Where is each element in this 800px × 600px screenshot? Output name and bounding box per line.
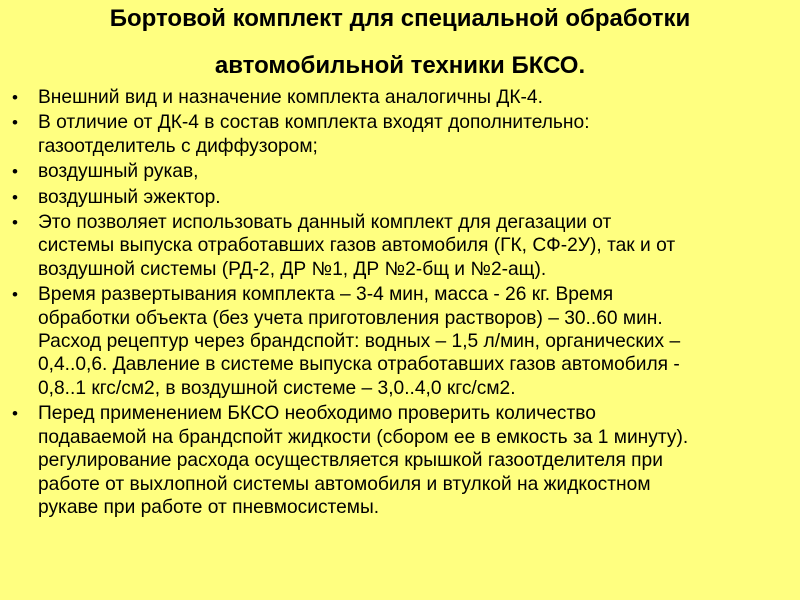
bullet-text-line: Это позволяет использовать данный комплект для дегазации от bbox=[38, 212, 612, 234]
bullet-item bbox=[12, 111, 797, 158]
bullet-item bbox=[12, 402, 797, 519]
bullet-dot-icon: • bbox=[12, 285, 18, 305]
bullet-text-line: подаваемой на брандспойт жидкости (сбором ее в емкость за 1 минуту). bbox=[38, 426, 689, 448]
bullet-list bbox=[12, 86, 797, 521]
bullet-text-line: Расход рецептур через брандспойт: водных – 1,5 л/мин, органических – bbox=[38, 331, 681, 353]
bullet-text-line: системы выпуска отработавших газов автомобиля (ГК, СФ-2У), так и от bbox=[38, 235, 676, 257]
bullet-item bbox=[12, 160, 797, 183]
title-line-2: автомобильной техники БКСО. bbox=[214, 52, 586, 79]
bullet-text-line: обработки объекта (без учета приготовления растворов) – 30..60 мин. bbox=[38, 307, 663, 329]
bullet-dot-icon: • bbox=[12, 404, 18, 424]
bullet-item bbox=[12, 186, 797, 209]
bullet-item bbox=[12, 283, 797, 400]
bullet-item bbox=[12, 211, 797, 281]
bullet-dot-icon: • bbox=[12, 113, 18, 133]
bullet-text-line: воздушный рукав, bbox=[38, 161, 199, 183]
bullet-text-line: рукаве при работе от пневмосистемы. bbox=[38, 496, 380, 518]
bullet-text-line: Внешний вид и назначение комплекта аналогичны ДК-4. bbox=[38, 87, 543, 108]
bullet-text-line: Время развертывания комплекта – 3-4 мин, масса - 26 кг. Время bbox=[38, 284, 614, 306]
bullet-text-line: регулирование расхода осуществляется крышкой газоотделителя при bbox=[38, 450, 663, 472]
bullet-dot-icon: • bbox=[12, 88, 18, 107]
bullet-dot-icon: • bbox=[12, 187, 18, 207]
bullet-text-line: воздушный эжектор. bbox=[38, 186, 221, 208]
bullet-item bbox=[12, 86, 797, 109]
title-line-1: Бортовой комплект для специальной обработки bbox=[109, 5, 691, 32]
bullet-text-line: газоотделитель с диффузором; bbox=[38, 135, 318, 157]
bullet-dot-icon: • bbox=[12, 162, 18, 182]
bullet-dot-icon: • bbox=[12, 213, 18, 233]
bullet-text-line: работе от выхлопной системы автомобиля и втулкой на жидкостном bbox=[38, 473, 651, 495]
bullet-text-line: В отличие от ДК-4 в состав комплекта входят дополнительно: bbox=[38, 112, 590, 134]
bullet-text-line: 0,4..0,6. Давление в системе выпуска отработавших газов автомобиля - bbox=[38, 354, 680, 376]
bullet-text-line: 0,8..1 кгс/см2, в воздушной системе – 3,0..4,0 кгс/см2. bbox=[38, 377, 516, 399]
bullet-text-line: воздушной системы (РД-2, ДР №1, ДР №2-бщ и №2-ащ). bbox=[38, 258, 547, 280]
bullet-text-line: Перед применением БКСО необходимо проверить количество bbox=[38, 403, 596, 425]
